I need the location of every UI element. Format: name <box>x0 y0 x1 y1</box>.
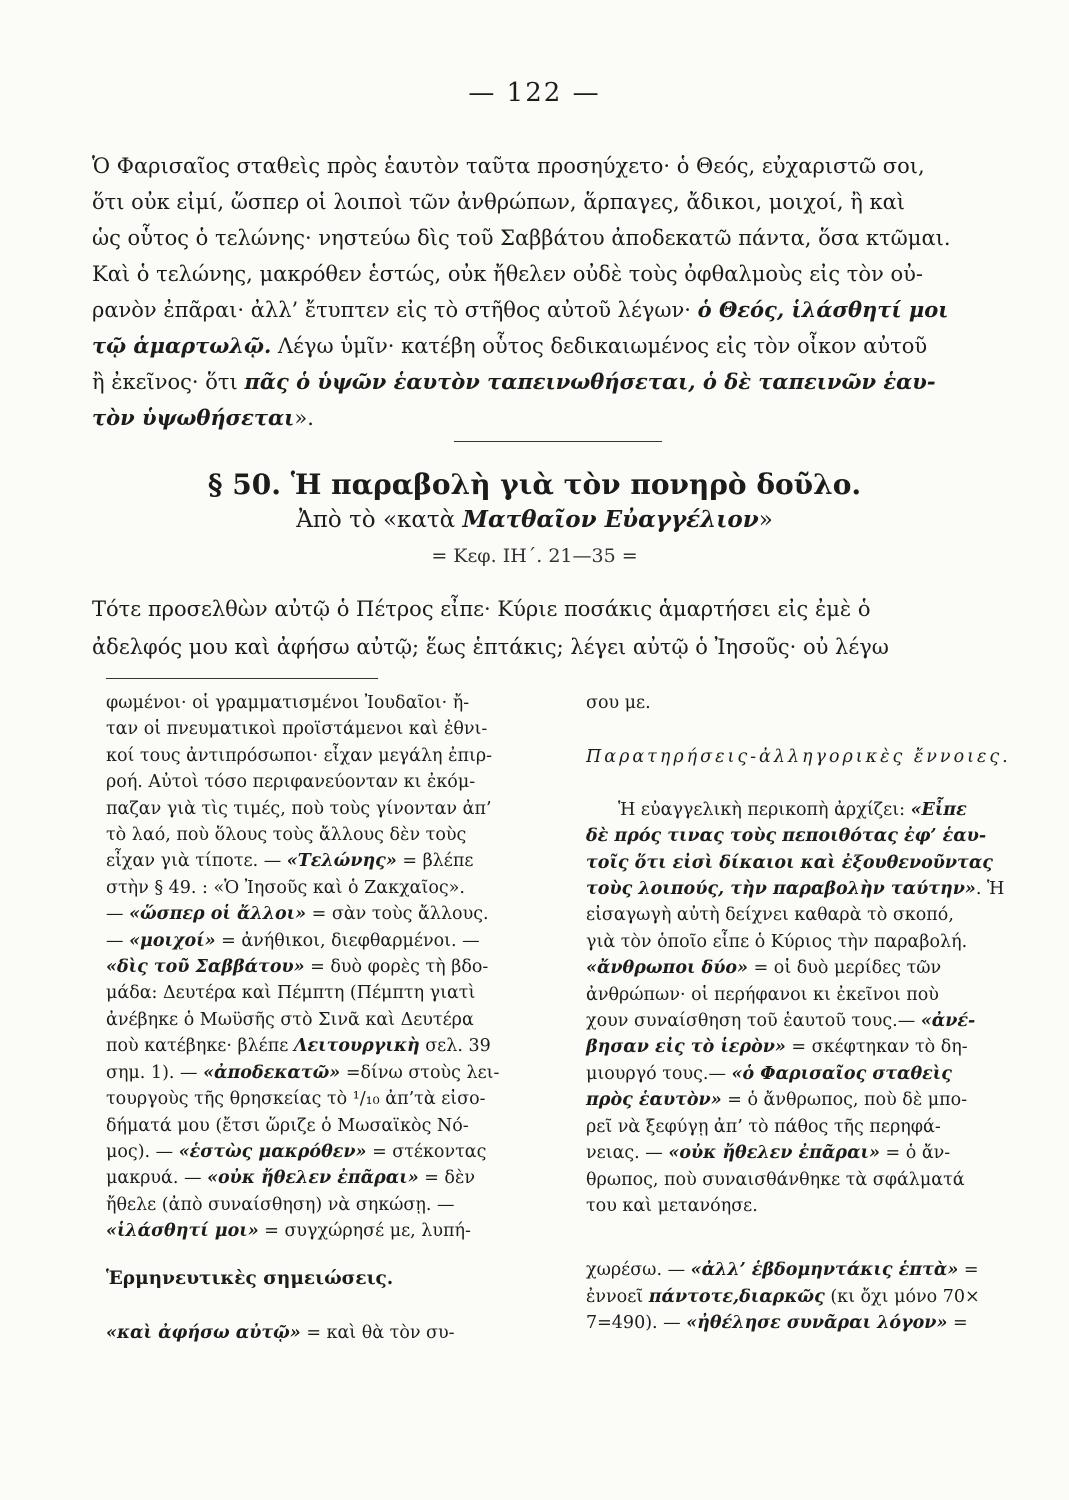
text-segment: κοί τους ἀντιπρόσωποι· εἶχαν μεγάλη ἐπιρ- <box>106 745 493 766</box>
text-segment: ἀνέβηκε ὁ Μωϋσῆς στὸ Σινᾶ καὶ Δευτέρα <box>106 1009 474 1030</box>
page-number: — 122 — <box>468 78 601 108</box>
text-segment: τῷ ἁμαρτωλῷ. <box>92 333 272 358</box>
subheading-post: » <box>758 507 773 533</box>
text-segment: εἶχαν γιὰ τίποτε. — <box>106 851 287 872</box>
main-text <box>92 148 1057 436</box>
text-segment: = δὲν <box>418 1168 475 1189</box>
text-segment: =δίνω στοὺς λει- <box>340 1062 500 1083</box>
text-line <box>106 1192 566 1218</box>
text-segment: ὅτι οὐκ εἰμί, ὥσπερ οἱ λοιποὶ τῶν ἀνθρώπων, ἅρπαγες, ἄδικοι, μοιχοί, ἢ καὶ <box>92 190 906 214</box>
text-line <box>586 876 1026 902</box>
text-segment: = δυὸ φορὲς τὴ βδο- <box>304 957 489 978</box>
text-segment: παζαν γιὰ τὶς τιμές, ποὺ τοὺς γίνονταν ἀπ’ <box>106 798 492 819</box>
text-line <box>106 769 566 795</box>
passage-line: ἀδελφός μου καὶ ἀφήσω αὐτῷ; ἕως ἑπτάκις; λέγει αὐτῷ ὁ Ἰησοῦς· οὐ λέγω <box>92 635 889 659</box>
text-segment: «Τελώνης» <box>286 851 397 872</box>
notes-heading: Ἑρμηνευτικὲς σημειώσεις. <box>106 1267 394 1289</box>
text-segment: Λειτουργικὴ <box>293 1036 420 1057</box>
text-segment: ροή. Αὐτοὶ τόσο περιφανεύονταν κι ἐκόμ- <box>106 772 476 793</box>
text-line <box>106 822 566 848</box>
text-line <box>586 1008 1026 1034</box>
text-line <box>92 184 1057 220</box>
remarks-lines <box>586 797 1026 1220</box>
text-segment: τοῖς ὅτι εἰσὶ δίκαιοι καὶ ἐξουθενοῦντας <box>586 852 993 873</box>
text-segment: . Ἡ <box>975 879 1005 900</box>
text-line <box>586 1034 1026 1060</box>
text-segment: = σκέφτηκαν τὸ δη- <box>785 1037 968 1058</box>
right-column <box>586 690 1026 1337</box>
text-line <box>586 1140 1026 1166</box>
text-line <box>106 954 566 980</box>
text-segment: τοὺς λοιπούς, τὴν παραβολὴν ταύτην» <box>586 879 976 900</box>
text-line <box>106 901 566 927</box>
passage-text <box>92 590 1057 666</box>
text-segment: ». <box>294 406 314 430</box>
text-segment: τὸ λαό, ποὺ ὅλους τοὺς ἄλλους δὲν τοὺς <box>106 825 467 846</box>
text-segment: τουργοὺς τῆς θρησκείας τὸ ¹/₁₀ ἀπ’τὰ εἰσο- <box>106 1089 486 1110</box>
text-segment: «οὐκ ἤθελεν ἐπᾶραι» <box>668 1143 880 1164</box>
text-line <box>586 1310 1026 1336</box>
text-segment: «ἄνθρωποι δύο» <box>586 958 748 979</box>
text-segment: ὁ Θεός, ἱλάσθητί μοι <box>697 297 949 322</box>
text-line <box>586 902 1026 928</box>
text-segment: «ἀνέ- <box>920 1011 976 1032</box>
text-segment: μάδα: Δευτέρα καὶ Πέμπτη (Πέμπτη γιατὶ <box>106 983 476 1004</box>
subheading-pre: Ἀπὸ τὸ «κατὰ <box>296 507 463 533</box>
text-segment: εἰσαγωγὴ αὐτὴ δείχνει καθαρὰ τὸ σκοπό, <box>586 905 954 926</box>
text-segment: «οὐκ ἤθελεν ἐπᾶραι» <box>207 1168 419 1189</box>
text-line <box>586 982 1026 1008</box>
text-segment: του καὶ μετανόησε. <box>586 1195 758 1216</box>
section-subheading <box>0 506 1069 533</box>
passage-line: Τότε προσελθὼν αὐτῷ ὁ Πέτρος εἶπε· Κύριε ποσάκις ἁμαρτήσει εἰς ἐμὲ ὁ <box>92 597 871 621</box>
text-segment: γιὰ τὸν ὁποῖο εἶπε ὁ Κύριος τὴν παραβολή. <box>586 931 968 952</box>
text-segment: = <box>947 1313 968 1334</box>
text-line <box>106 1113 566 1139</box>
chapter-reference: = Κεφ. ΙΗ΄. 21—35 = <box>431 545 638 567</box>
text-segment: σου με. <box>586 693 651 713</box>
text-segment: νειας. — <box>586 1143 669 1164</box>
text-segment: θρωπος, ποὺ συναισθάνθηκε τὰ σφάλματά <box>586 1169 965 1190</box>
text-segment: «μοιχοί» <box>129 930 216 951</box>
text-segment: = οἱ δυὸ μερίδες τῶν <box>748 958 942 979</box>
left-column <box>106 690 566 1346</box>
text-segment: βησαν εἰς τὸ ἱερὸν» <box>586 1037 786 1058</box>
text-segment: μακρυά. — <box>106 1168 208 1189</box>
text-segment: ἐννοεῖ <box>586 1286 649 1307</box>
text-segment: = βλέπε <box>396 851 474 872</box>
text-segment: = ὁ ἄν- <box>879 1143 951 1164</box>
text-segment: ποὺ κατέβηκε· βλέπε <box>106 1036 294 1057</box>
text-line <box>92 148 1057 184</box>
text-segment: δὲ πρός τινας τοὺς πεποιθότας ἐφ’ ἑαυ- <box>586 826 987 847</box>
footnote-rule <box>106 678 378 679</box>
text-segment: 7=490). — <box>586 1313 687 1334</box>
text-line <box>586 1193 1026 1219</box>
text-line <box>92 292 1057 328</box>
text-line <box>92 256 1057 292</box>
text-line <box>586 955 1026 981</box>
text-segment: = καὶ θὰ τὸν συ- <box>300 1322 455 1343</box>
text-line <box>106 690 566 716</box>
text-line <box>106 1139 566 1165</box>
notes-first-line <box>106 1320 566 1346</box>
text-segment: = σὰν τοὺς ἄλλους. <box>306 904 489 925</box>
text-line <box>106 928 566 954</box>
text-segment: «ἀποδεκατῶ» <box>203 1062 341 1083</box>
short-divider <box>454 441 662 442</box>
text-line <box>586 797 1026 823</box>
text-line <box>106 1218 566 1244</box>
text-segment: ἀνθρώπων· οἱ περήφανοι κι ἐκεῖνοι ποὺ <box>586 984 939 1005</box>
text-segment: «ἱλάσθητί μοι» <box>106 1221 259 1242</box>
text-segment: Λέγω ὑμῖν· κατέβη οὗτος δεδικαιωμένος εἰς τὸν οἶκον αὐτοῦ <box>271 334 928 358</box>
text-line <box>586 1167 1026 1193</box>
right-column-continuation <box>586 1257 1026 1336</box>
text-segment: πᾶς ὁ ὑψῶν ἑαυτὸν ταπεινωθήσεται, ὁ δὲ ταπεινῶν ἑαυ- <box>244 369 936 394</box>
text-segment: τὸν ὑψωθήσεται <box>92 405 295 430</box>
text-line <box>586 850 1026 876</box>
text-line <box>106 1007 566 1033</box>
text-segment: μιουργό τους.— <box>586 1063 732 1084</box>
text-line <box>586 1257 1026 1283</box>
text-line <box>92 328 1057 364</box>
text-segment: = στέκοντας <box>366 1141 487 1162</box>
text-segment: στὴν § 49. : «Ὁ Ἰησοῦς καὶ ὁ Ζακχαῖος». <box>106 877 465 898</box>
text-segment: ἢ ἐκεῖνος· ὅτι <box>92 370 245 394</box>
text-line <box>106 848 566 874</box>
text-line <box>106 875 566 901</box>
text-line <box>106 1165 566 1191</box>
text-segment: ρανὸν ἐπᾶραι· ἀλλ’ ἔτυπτεν εἰς τὸ στῆθος αὐτοῦ λέγων· <box>92 298 698 322</box>
text-line <box>92 220 1057 256</box>
text-segment: = συγχώρησέ με, λυπή- <box>258 1221 471 1242</box>
text-line <box>586 1114 1026 1140</box>
text-segment: — <box>106 930 130 951</box>
text-line <box>106 1033 566 1059</box>
text-line <box>586 1284 1026 1310</box>
text-segment: «Εἶπε <box>910 799 967 820</box>
text-segment: «ὁ Φαρισαῖος σταθεὶς <box>731 1063 952 1084</box>
text-segment: χουν συναίσθηση τοῦ ἑαυτοῦ τους.— <box>586 1011 921 1032</box>
text-segment: σελ. 39 <box>419 1036 491 1057</box>
text-segment: ὡς οὗτος ὁ τελώνης· νηστεύω δὶς τοῦ Σαββάτου ἀποδεκατῶ πάντα, ὅσα κτῶμαι. <box>92 226 951 250</box>
text-segment: χωρέσω. — <box>586 1260 691 1281</box>
text-segment: πάντοτε,διαρκῶς <box>648 1286 825 1307</box>
right-column-top-line <box>586 690 1026 716</box>
text-segment: Ὁ Φαρισαῖος σταθεὶς πρὸς ἑαυτὸν ταῦτα προσηύχετο· ὁ Θεός, εὐχαριστῶ σοι, <box>92 154 925 178</box>
text-line <box>586 929 1026 955</box>
text-line <box>106 796 566 822</box>
text-segment: πρὸς ἑαυτὸν» <box>586 1090 722 1111</box>
text-segment: Καὶ ὁ τελώνης, μακρόθεν ἑστώς, οὐκ ἤθελεν οὐδὲ τοὺς ὀφθαλμοὺς εἰς τὸν οὐ- <box>92 262 923 286</box>
text-segment: = ἀνήθικοι, διεφθαρμένοι. — <box>215 930 480 951</box>
text-segment: φωμένοι· οἱ γραμματισμένοι Ἰουδαῖοι· ἤ- <box>106 693 470 713</box>
text-line <box>106 1060 566 1086</box>
text-segment: (κι ὄχι μόνο 70× <box>824 1286 980 1307</box>
text-line <box>92 400 1057 436</box>
text-line <box>106 716 566 742</box>
text-segment: δήματά μου (ἔτσι ὥριζε ὁ Μωσαϊκὸς Νό- <box>106 1115 469 1136</box>
text-segment: «δὶς τοῦ Σαββάτου» <box>106 957 305 978</box>
text-segment: ἤθελε (ἀπὸ συναίσθηση) νὰ σηκώσῃ. — <box>106 1194 455 1215</box>
left-column-lines <box>106 690 566 1245</box>
subheading-em: Ματθαῖον Εὐαγγέλιον <box>462 506 759 533</box>
text-segment: σημ. 1). — <box>106 1062 204 1083</box>
text-segment: «καὶ ἀφήσω αὐτῷ» <box>106 1322 301 1343</box>
text-line <box>106 980 566 1006</box>
text-segment: Ἡ εὐαγγελικὴ περικοπὴ ἀρχίζει: <box>618 799 911 820</box>
text-line <box>92 364 1057 400</box>
text-segment: = <box>958 1260 979 1281</box>
text-segment: «ἠθέλησε συνᾶραι λόγον» <box>686 1313 948 1334</box>
remarks-heading: Παρατηρήσεις-ἀλληγορικὲς ἔννοιες. <box>586 747 1011 768</box>
text-segment: «ὥσπερ οἱ ἄλλοι» <box>129 904 307 925</box>
text-line <box>106 1086 566 1112</box>
text-segment: «ἀλλ’ ἑβδομηντάκις ἑπτὰ» <box>690 1260 959 1281</box>
text-segment: — <box>106 904 130 925</box>
text-segment: ταν οἱ πνευματικοὶ προϊστάμενοι καὶ ἐθνι- <box>106 719 488 740</box>
text-line <box>586 1061 1026 1087</box>
text-line <box>106 743 566 769</box>
text-line <box>586 1087 1026 1113</box>
text-segment: ρεῖ νὰ ξεφύγῃ ἀπ’ τὸ πάθος τῆς περηφά- <box>586 1116 941 1137</box>
text-segment: μος). — <box>106 1141 179 1162</box>
section-heading: § 50. Ἡ παραβολὴ γιὰ τὸν πονηρὸ δοῦλο. <box>207 468 862 501</box>
text-segment: = ὁ ἄνθρωπος, ποὺ δὲ μπο- <box>721 1090 968 1111</box>
text-line <box>586 823 1026 849</box>
text-segment: «ἑστὼς μακρόθεν» <box>178 1141 367 1162</box>
